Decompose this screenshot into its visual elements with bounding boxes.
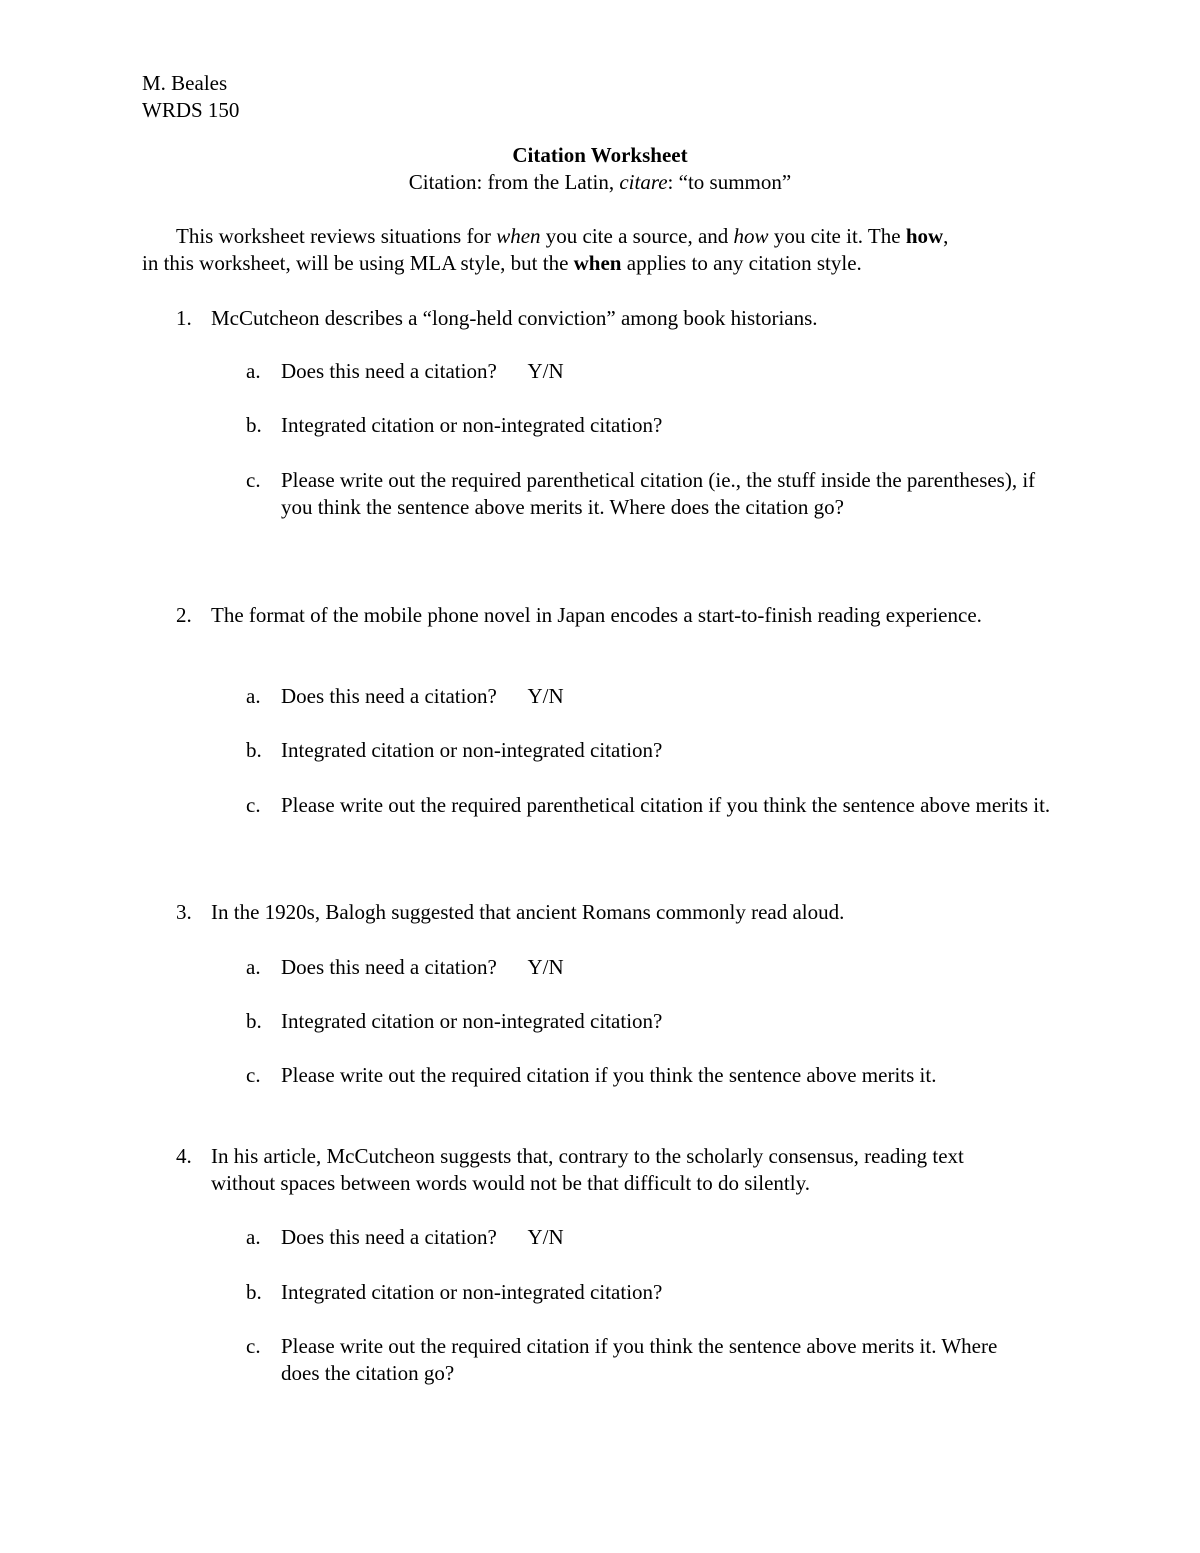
question-text: McCutcheon describes a “long-held conviction” among book historians. bbox=[211, 306, 818, 330]
sub-label-a: a. bbox=[246, 1225, 261, 1249]
sub-question-b: Integrated citation or non-integrated citation? bbox=[281, 738, 663, 762]
question-number: 1. bbox=[176, 306, 192, 330]
intro-line-1: This worksheet reviews situations for when you cite a source, and how you cite it. The how, bbox=[176, 224, 949, 248]
author-name: M. Beales bbox=[142, 71, 228, 95]
sub-question-c: Please write out the required parenthetical citation (ie., the stuff inside the parentheses), if you think the sentence above merits it. Where does the citation go? bbox=[281, 468, 1036, 519]
sub-label-b: b. bbox=[246, 738, 262, 762]
sub-question-c: Please write out the required citation if you think the sentence above merits it. Where does the citation go? bbox=[281, 1334, 998, 1385]
question-number: 2. bbox=[176, 603, 192, 627]
sub-question-c: Please write out the required citation if you think the sentence above merits it. bbox=[281, 1063, 937, 1087]
question-number: 3. bbox=[176, 900, 192, 924]
sub-question-b: Integrated citation or non-integrated citation? bbox=[281, 413, 663, 437]
sub-question-b: Integrated citation or non-integrated citation? bbox=[281, 1009, 663, 1033]
sub-question-b: Integrated citation or non-integrated citation? bbox=[281, 1280, 663, 1304]
sub-label-b: b. bbox=[246, 1009, 262, 1033]
sub-label-c: c. bbox=[246, 468, 261, 492]
sub-label-c: c. bbox=[246, 793, 261, 817]
page-title: Citation Worksheet bbox=[512, 143, 688, 167]
sub-question-a: Does this need a citation? Y/N bbox=[281, 1225, 564, 1249]
sub-question-a: Does this need a citation? Y/N bbox=[281, 684, 564, 708]
sub-label-c: c. bbox=[246, 1334, 261, 1358]
sub-label-a: a. bbox=[246, 955, 261, 979]
page-subtitle: Citation: from the Latin, citare: “to summon” bbox=[408, 170, 792, 194]
sub-question-a: Does this need a citation? Y/N bbox=[281, 955, 564, 979]
sub-label-a: a. bbox=[246, 684, 261, 708]
question-text: In the 1920s, Balogh suggested that ancient Romans commonly read aloud. bbox=[211, 900, 845, 924]
question-text: The format of the mobile phone novel in Japan encodes a start-to-finish reading experience. bbox=[211, 603, 982, 627]
question-number: 4. bbox=[176, 1144, 192, 1168]
sub-question-c: Please write out the required parenthetical citation if you think the sentence above merits it. bbox=[281, 793, 1051, 817]
intro-line-2: in this worksheet, will be using MLA style, but the when applies to any citation style. bbox=[142, 251, 862, 275]
question-text: In his article, McCutcheon suggests that, contrary to the scholarly consensus, reading text without spaces between words would not be that difficult to do silently. bbox=[211, 1144, 964, 1195]
course-code: WRDS 150 bbox=[142, 98, 240, 122]
sub-label-a: a. bbox=[246, 359, 261, 383]
sub-label-b: b. bbox=[246, 1280, 262, 1304]
sub-question-a: Does this need a citation? Y/N bbox=[281, 359, 564, 383]
sub-label-c: c. bbox=[246, 1063, 261, 1087]
sub-label-b: b. bbox=[246, 413, 262, 437]
